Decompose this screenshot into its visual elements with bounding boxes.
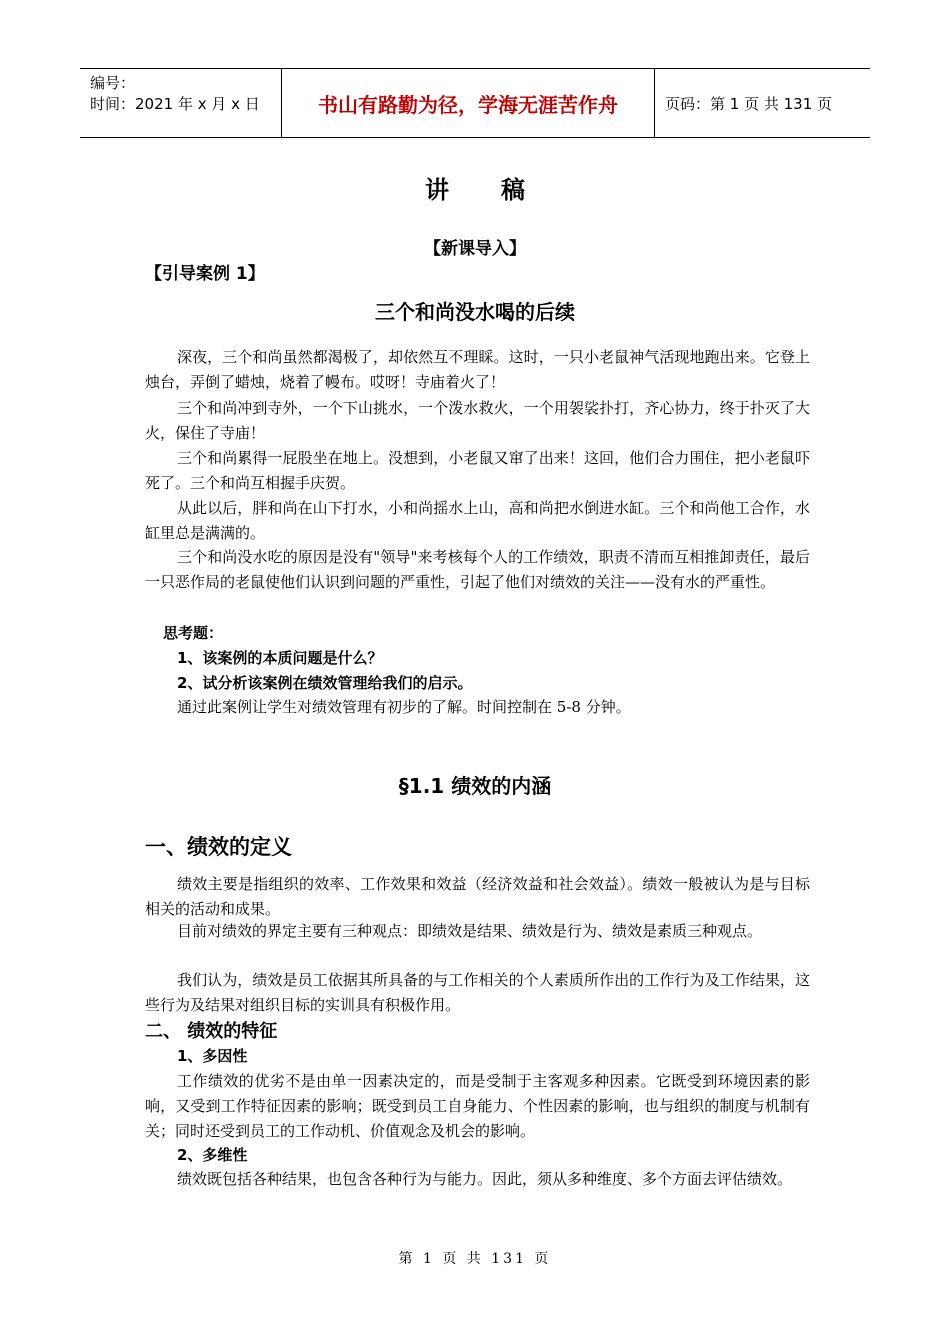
document-title: 讲稿 xyxy=(425,176,577,204)
definition-paragraph: 绩效主要是指组织的效率、工作效果和效益（经济效益和社会效益）。绩效一般被认为是与目标相关的活动和成果。 xyxy=(145,875,810,918)
case-paragraph: 从此以后，胖和尚在山下打水，小和尚摇水上山，高和尚把水倒进水缸。三个和尚他工合作，水缸里总是满满的。 xyxy=(145,499,810,542)
feature-text: 工作绩效的优劣不是由单一因素决定的，而是受制于主客观多种因素。它既受到环境因素的影响，又受到工作特征因素的影响；既受到员工自身能力、个性因素的影响，也与组织的制度与机制有关；同时还受到员工的工作动机、价值观念及机会的影响。 xyxy=(145,1072,810,1140)
number-label: 编号： xyxy=(90,74,136,92)
page-header xyxy=(80,68,870,138)
case-title: 三个和尚没水喝的后续 xyxy=(375,300,575,324)
feature-text: 绩效既包括各种结果，也包含各种行为与能力。因此，须从多种维度、多个方面去评估绩效。 xyxy=(177,1170,793,1188)
section-title: §1.1 绩效的内涵 xyxy=(398,774,552,798)
question-item: 2、试分析该案例在绩效管理给我们的启示。 xyxy=(177,674,473,692)
definition-paragraph: 目前对绩效的界定主要有三种观点：即绩效是结果、绩效是行为、绩效是素质三种观点。 xyxy=(177,922,763,940)
header-page-info: 页码：第 1 页 共 131 页 xyxy=(665,94,833,113)
case-paragraph: 三个和尚冲到寺外，一个下山挑水，一个泼水救火，一个用袈裟扑打，齐心协力，终于扑灭了大火，保住了寺庙！ xyxy=(145,399,810,442)
part2-heading: 二、 绩效的特征 xyxy=(145,1021,278,1042)
case-paragraph: 三个和尚累得一屁股坐在地上。没想到，小老鼠又窜了出来！这回，他们合力围住，把小老鼠吓死了。三个和尚互相握手庆贺。 xyxy=(145,449,810,492)
time-note: 通过此案例让学生对绩效管理有初步的了解。时间控制在 5-8 分钟。 xyxy=(177,698,631,716)
intro-heading: 【新课导入】 xyxy=(424,239,526,259)
date-label: 时间：2021 年 x 月 x 日 xyxy=(90,95,260,113)
page-footer: 第 1 页 共 131 页 xyxy=(398,1251,552,1267)
definition-paragraph: 我们认为，绩效是员工依据其所具备的与工作相关的个人素质所作出的工作行为及工作结果，这些行为及结果对组织目标的实训具有积极作用。 xyxy=(145,971,810,1014)
thinking-label: 思考题： xyxy=(163,624,224,642)
header-motto: 书山有路勤为径，学海无涯苦作舟 xyxy=(282,69,655,137)
part1-heading: 一、绩效的定义 xyxy=(145,835,292,859)
question-item: 1、该案例的本质问题是什么？ xyxy=(177,649,383,667)
header-meta xyxy=(80,69,282,137)
case-label: 【引导案例 1】 xyxy=(145,264,265,284)
feature-label: 2、多维性 xyxy=(177,1146,248,1164)
case-paragraph: 深夜，三个和尚虽然都渴极了，却依然互不理睬。这时，一只小老鼠神气活现地跑出来。它登上烛台，弄倒了蜡烛，烧着了幔布。哎呀！寺庙着火了！ xyxy=(145,348,810,391)
feature-label: 1、多因性 xyxy=(177,1047,248,1065)
case-paragraph: 三个和尚没水吃的原因是没有"领导"来考核每个人的工作绩效，职责不清而互相推卸责任，最后一只恶作局的老鼠使他们认识到问题的严重性，引起了他们对绩效的关注——没有水的严重性。 xyxy=(145,548,810,591)
